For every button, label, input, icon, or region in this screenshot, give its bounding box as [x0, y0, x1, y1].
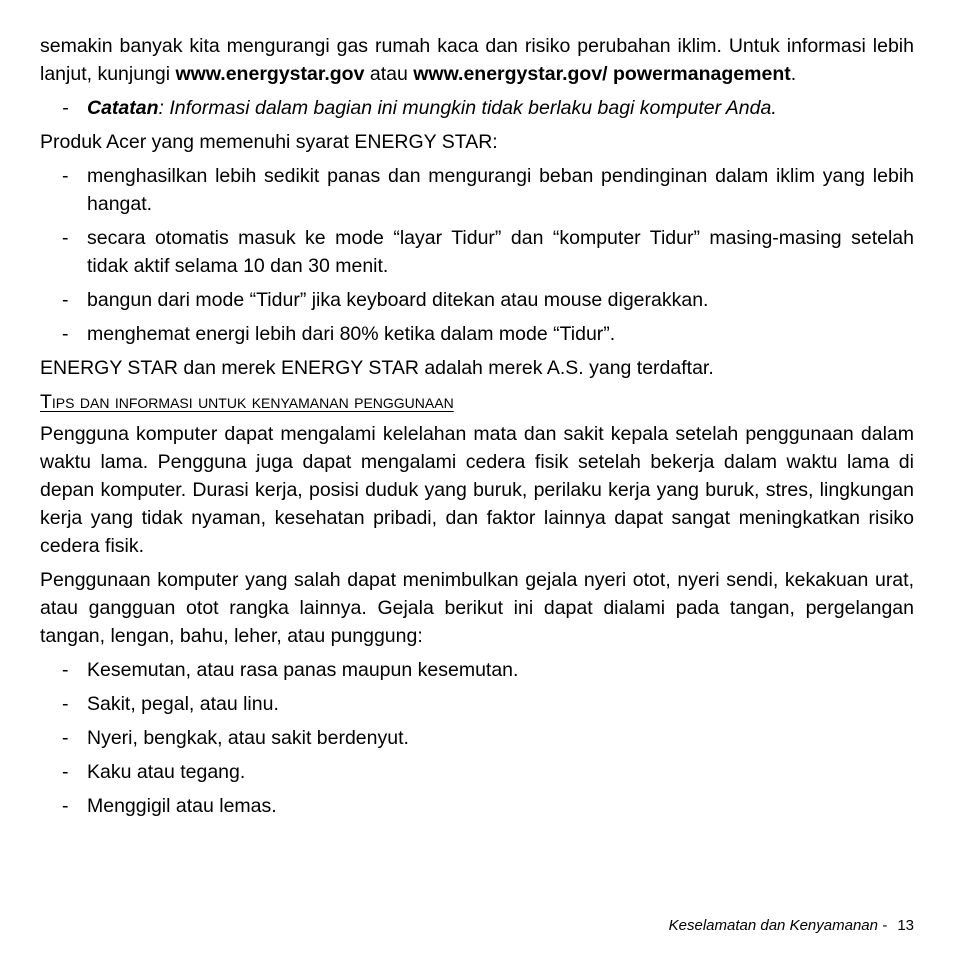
intro-text-middle: atau: [364, 63, 414, 85]
list-item: [40, 758, 914, 786]
page-number: 13: [897, 917, 914, 934]
document-page: [40, 32, 914, 826]
list-item: [40, 690, 914, 718]
note-text: : Informasi dalam bagian ini mungkin tidak berlaku bagi komputer Anda.: [158, 97, 777, 119]
dash-marker: -: [62, 693, 69, 715]
symptom-list: [40, 656, 914, 820]
energystar-link[interactable]: www.energystar.gov: [175, 63, 365, 85]
list-item-text: secara otomatis masuk ke mode “layar Tidur” dan “komputer Tidur” masing-masing setelah tidak aktif selama 10 dan 30 menit.: [87, 227, 914, 277]
list-item-text: bangun dari mode “Tidur” jika keyboard ditekan atau mouse digerakkan.: [87, 289, 709, 311]
trademark-statement: ENERGY STAR dan merek ENERGY STAR adalah merek A.S. yang terdaftar.: [40, 357, 714, 379]
dash-marker: -: [62, 227, 69, 249]
list-item-text: Sakit, pegal, atau linu.: [87, 693, 279, 715]
list-item: [40, 162, 914, 218]
dash-marker: -: [62, 289, 69, 311]
list-item: [40, 724, 914, 752]
section-heading: [40, 388, 914, 416]
list-item-text: Kaku atau tegang.: [87, 761, 246, 783]
list-item-text: Nyeri, bengkak, atau sakit berdenyut.: [87, 727, 409, 749]
dash-marker: -: [62, 727, 69, 749]
note-item: [40, 94, 914, 122]
dash-marker: -: [62, 761, 69, 783]
dash-marker: -: [62, 165, 69, 187]
comfort-paragraph-2: Penggunaan komputer yang salah dapat menimbulkan gejala nyeri otot, nyeri sendi, kekakuan urat, atau gangguan otot rangka lainnya. Gejala berikut ini dapat dialami pada tangan, pergelangan tangan, lengan, bahu, leher, atau punggung:: [40, 569, 914, 647]
intro-text-before: semakin banyak kita mengurangi gas rumah kaca dan risiko perubahan iklim. Untuk informasi lebih lanjut, kunjungi: [40, 35, 914, 85]
section-heading-text: Tips dan informasi untuk kenyamanan penggunaan: [40, 391, 454, 413]
dash-marker: -: [62, 323, 69, 345]
list-item-text: menghasilkan lebih sedikit panas dan mengurangi beban pendinginan dalam iklim yang lebih hangat.: [87, 165, 914, 215]
list-item-text: menghemat energi lebih dari 80% ketika dalam mode “Tidur”.: [87, 323, 616, 345]
list-item: [40, 320, 914, 348]
dash-marker: -: [62, 97, 69, 119]
list-item: [40, 224, 914, 280]
page-footer: [669, 916, 914, 936]
dash-marker: -: [62, 795, 69, 817]
intro-paragraph: [40, 32, 914, 88]
energy-list: [40, 162, 914, 348]
powermanagement-link[interactable]: www.energystar.gov/ powermanagement: [413, 63, 791, 85]
list-item: [40, 286, 914, 314]
list-item-text: Kesemutan, atau rasa panas maupun kesemutan.: [87, 659, 519, 681]
intro-text-after: .: [790, 63, 797, 85]
products-intro: Produk Acer yang memenuhi syarat ENERGY STAR:: [40, 131, 498, 153]
comfort-paragraph-1: Pengguna komputer dapat mengalami kelelahan mata dan sakit kepala setelah penggunaan dalam waktu lama. Pengguna juga dapat mengalami cedera fisik setelah bekerja dalam waktu lama di depan komputer. Durasi kerja, posisi duduk yang buruk, perilaku kerja yang buruk, stres, lingkungan kerja yang tidak nyaman, kesehatan pribadi, dan faktor lainnya dapat sangat meningkatkan risiko cedera fisik.: [40, 423, 914, 557]
list-item: [40, 792, 914, 820]
footer-label: Keselamatan dan Kenyamanan -: [668, 917, 892, 934]
list-item-text: Menggigil atau lemas.: [87, 795, 277, 817]
dash-marker: -: [62, 659, 69, 681]
note-label: Catatan: [87, 97, 159, 119]
list-item: [40, 656, 914, 684]
